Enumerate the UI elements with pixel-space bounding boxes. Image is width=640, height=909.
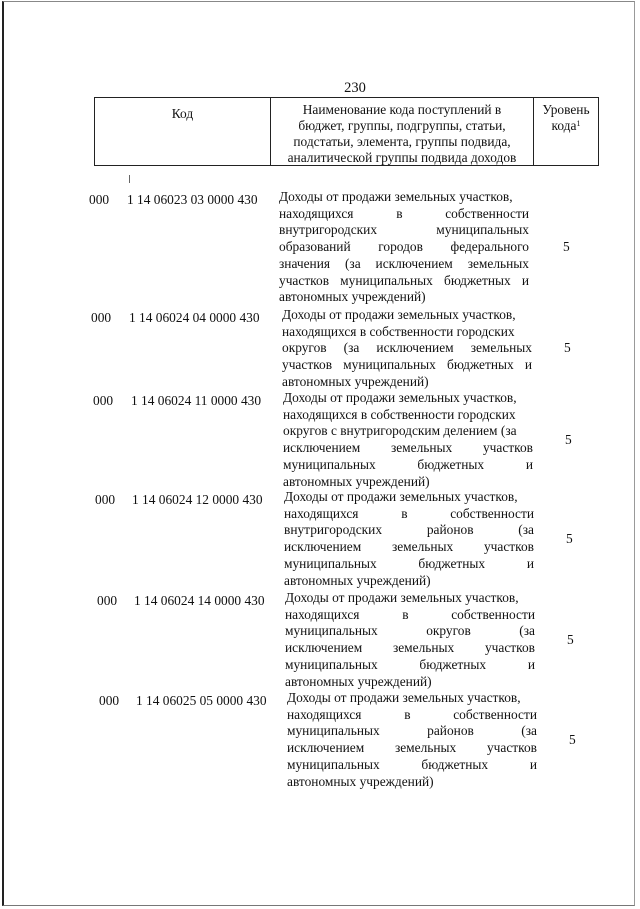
table-header bbox=[94, 97, 599, 166]
income-name-line: Доходы от продажи земельных участков, bbox=[279, 189, 513, 204]
income-name-line: Доходы от продажи земельных участков, bbox=[282, 307, 516, 322]
admin-code: 000 bbox=[93, 393, 114, 408]
income-name-line: внутригородских муниципальных bbox=[279, 222, 529, 238]
code-level: 5 bbox=[567, 632, 574, 647]
income-name bbox=[285, 590, 535, 690]
header-level-cell bbox=[534, 98, 598, 165]
income-name-line: автономных учреждений) bbox=[279, 289, 426, 305]
header-name-line: аналитической группы подвида доходов bbox=[287, 150, 517, 165]
income-name bbox=[284, 489, 534, 589]
page-number: 230 bbox=[344, 80, 366, 96]
income-name-line: автономных учреждений) bbox=[284, 572, 431, 588]
income-name bbox=[282, 307, 532, 391]
code-level: 5 bbox=[563, 239, 570, 254]
scan-mark bbox=[129, 175, 130, 183]
income-name-line: муниципальных бюджетных и bbox=[285, 656, 535, 672]
header-name-line: бюджет, группы, подгруппы, статьи, bbox=[298, 118, 506, 133]
income-name bbox=[279, 189, 529, 306]
income-name-line: Доходы от продажи земельных участков, bbox=[283, 390, 517, 405]
income-code: 1 14 06023 03 0000 430 bbox=[127, 192, 258, 207]
income-name-line: находящихся в собственности городских bbox=[282, 323, 515, 339]
admin-code: 000 bbox=[91, 310, 112, 325]
header-name-line: подстатьи, элемента, группы подвида, bbox=[293, 134, 511, 149]
income-name-line: находящихся в собственности bbox=[285, 606, 535, 622]
income-name-line: муниципальных округов (за bbox=[285, 623, 535, 639]
header-level-line bbox=[534, 118, 598, 134]
income-name-line: муниципальных бюджетных и bbox=[287, 756, 537, 772]
admin-code: 000 bbox=[89, 192, 110, 207]
income-code: 1 14 06025 05 0000 430 bbox=[136, 693, 267, 708]
footnote-marker: 1 bbox=[576, 119, 581, 128]
income-code: 1 14 06024 04 0000 430 bbox=[129, 310, 260, 325]
income-name-line: муниципальных бюджетных и bbox=[283, 456, 533, 472]
code-level: 5 bbox=[564, 340, 571, 355]
income-name-line: находящихся в собственности городских bbox=[283, 406, 516, 422]
income-code: 1 14 06024 14 0000 430 bbox=[134, 593, 265, 608]
income-name-line: находящихся в собственности bbox=[287, 706, 537, 722]
income-name-line: муниципальных бюджетных и bbox=[284, 555, 534, 571]
income-name-line: округов с внутригородским делением (за bbox=[283, 423, 517, 439]
income-name-line: Доходы от продажи земельных участков, bbox=[284, 489, 518, 504]
header-level-line: Уровень bbox=[542, 102, 590, 117]
income-name-line: исключением земельных участков bbox=[284, 539, 534, 555]
income-name-line: муниципальных районов (за bbox=[287, 723, 537, 739]
header-code-label: Код bbox=[171, 106, 194, 121]
income-name-line: исключением земельных участков bbox=[285, 640, 535, 656]
income-name-line: находящихся в собственности bbox=[284, 505, 534, 521]
code-level: 5 bbox=[566, 531, 573, 546]
income-name-line: участков муниципальных бюджетных и bbox=[282, 357, 532, 373]
code-level: 5 bbox=[569, 732, 576, 747]
income-name bbox=[283, 390, 533, 490]
header-level-text: кода bbox=[551, 118, 577, 133]
income-name-line: автономных учреждений) bbox=[285, 673, 432, 689]
admin-code: 000 bbox=[95, 492, 116, 507]
income-code: 1 14 06024 11 0000 430 bbox=[131, 393, 262, 408]
header-name-cell bbox=[271, 98, 534, 165]
income-name-line: исключением земельных участков bbox=[283, 440, 533, 456]
header-code-cell bbox=[95, 98, 271, 165]
income-name-line: автономных учреждений) bbox=[282, 373, 429, 389]
income-name-line: участков муниципальных бюджетных и bbox=[279, 272, 529, 288]
income-name-line: внутригородских районов (за bbox=[284, 522, 534, 538]
income-code: 1 14 06024 12 0000 430 bbox=[132, 492, 263, 507]
income-name-line: Доходы от продажи земельных участков, bbox=[287, 690, 521, 705]
income-name-line: исключением земельных участков bbox=[287, 740, 537, 756]
admin-code: 000 bbox=[99, 693, 120, 708]
income-name-line: значения (за исключением земельных bbox=[279, 255, 529, 271]
income-name bbox=[287, 690, 537, 790]
income-name-line: автономных учреждений) bbox=[283, 473, 430, 489]
income-name-line: образований городов федерального bbox=[279, 239, 529, 255]
income-name-line: находящихся в собственности bbox=[279, 205, 529, 221]
income-name-line: Доходы от продажи земельных участков, bbox=[285, 590, 519, 605]
income-name-line: округов (за исключением земельных bbox=[282, 340, 532, 356]
admin-code: 000 bbox=[97, 593, 118, 608]
code-level: 5 bbox=[565, 432, 572, 447]
income-name-line: автономных учреждений) bbox=[287, 773, 434, 789]
header-name-line: Наименование кода поступлений в bbox=[302, 102, 502, 117]
